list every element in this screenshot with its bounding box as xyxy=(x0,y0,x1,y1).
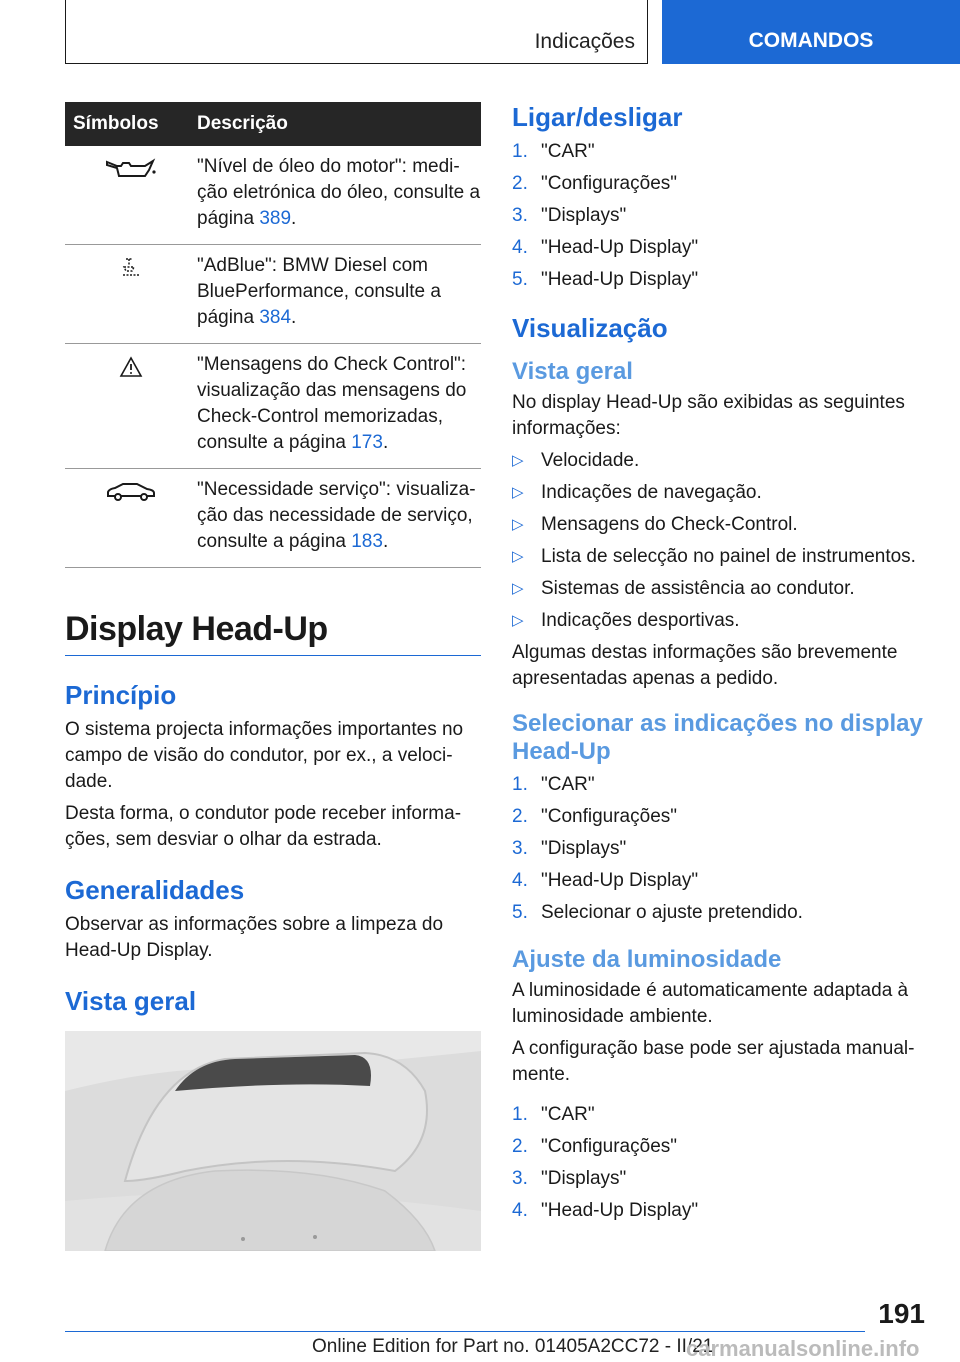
page-link-389[interactable]: 389 xyxy=(259,208,292,229)
warning-triangle-icon xyxy=(65,344,197,469)
heading-generalidades: Generalidades xyxy=(65,875,245,905)
heading-principio: Princípio xyxy=(65,680,177,710)
right-column xyxy=(512,102,932,1230)
head-up-display-photo xyxy=(65,1031,481,1251)
list-item: 1. "CAR" xyxy=(512,774,595,795)
heading-selecionar-indicacoes: Selecionar as indicações no display Head-Up xyxy=(512,710,923,765)
table-header-description: Descrição xyxy=(197,102,481,146)
paragraph: A luminosidade é automaticamente adaptada à luminosidade ambiente. xyxy=(512,980,909,1027)
paragraph: Desta forma, o condutor pode receber informações, sem desviar o olhar da estrada. xyxy=(65,803,462,850)
paragraph: A configuração base pode ser ajustada manualmente. xyxy=(512,1038,915,1085)
steps-list-ligar xyxy=(512,139,932,299)
symbols-table xyxy=(65,102,481,568)
list-item: 4. "Head-Up Display" xyxy=(512,1200,699,1221)
info-bullet-list xyxy=(512,448,932,640)
list-item: 2. "Configurações" xyxy=(512,806,678,827)
table-row: "Nível de óleo do motor": medição eletrónica do óleo, consulte a página 389. xyxy=(65,146,481,245)
header-tab-comandos[interactable]: COMANDOS xyxy=(662,0,960,64)
list-item: ▷ Indicações desportivas. xyxy=(512,610,740,631)
footer-edition: Online Edition for Part no. 01405A2CC72 - II/21 xyxy=(312,1336,714,1357)
list-item: ▷ Mensagens do Check-Control. xyxy=(512,514,798,535)
left-column xyxy=(65,102,481,1251)
table-row: "Necessidade serviço": visualização das necessidade de serviço, consulte a página 183. xyxy=(65,469,481,568)
list-item: ▷ Velocidade. xyxy=(512,450,640,471)
list-item: 3. "Displays" xyxy=(512,1168,627,1189)
section-title-display-head-up: Display Head-Up xyxy=(65,610,481,656)
paragraph: Observar as informações sobre a limpeza do Head-Up Display. xyxy=(65,914,444,961)
list-item: 2. "Configurações" xyxy=(512,1136,678,1157)
heading-ligar-desligar: Ligar/desligar xyxy=(512,102,683,132)
page-number: 191 xyxy=(878,1298,925,1329)
page-link-173[interactable]: 173 xyxy=(351,432,383,453)
list-item: 5. Selecionar o ajuste pretendido. xyxy=(512,902,803,923)
heading-vista-geral: Vista geral xyxy=(65,986,197,1016)
list-item: 1. "CAR" xyxy=(512,141,595,162)
list-item: 2. "Configurações" xyxy=(512,173,678,194)
oil-can-icon xyxy=(65,146,197,245)
table-row: "AdBlue": BMW Diesel com BluePerformance, consulte a página 384. xyxy=(65,245,481,344)
table-row: "Mensagens do Check Control": visualização das mensagens do Check-Control memorizadas, consulte a página 173. xyxy=(65,344,481,469)
list-item: ▷ Indicações de navegação. xyxy=(512,482,762,503)
heading-visualizacao: Visualização xyxy=(512,313,668,343)
list-item: 3. "Displays" xyxy=(512,838,627,859)
steps-list-selecionar xyxy=(512,772,932,932)
list-item: 4. "Head-Up Display" xyxy=(512,237,699,258)
paragraph: No display Head-Up são exibidas as seguintes informações: xyxy=(512,392,905,439)
list-item: 1. "CAR" xyxy=(512,1104,595,1125)
adblue-icon xyxy=(65,245,197,344)
footer-watermark: carmanualsonline.info xyxy=(686,1336,920,1361)
list-item: ▷ Lista de selecção no painel de instrumentos. xyxy=(512,546,916,567)
footer-divider xyxy=(65,1331,865,1332)
steps-list-ajuste xyxy=(512,1102,932,1230)
header-section: Indicações xyxy=(534,30,635,53)
heading-vista-geral-right: Vista geral xyxy=(512,358,633,385)
paragraph: Algumas destas informações são brevemente apresentadas apenas a pedido. xyxy=(512,642,898,689)
paragraph: O sistema projecta informações importantes no campo de visão do condutor, por ex., a velocidade. xyxy=(65,719,464,792)
car-service-icon xyxy=(65,469,197,568)
list-item: 4. "Head-Up Display" xyxy=(512,870,699,891)
heading-ajuste-luminosidade: Ajuste da luminosidade xyxy=(512,946,782,973)
list-item: 5. "Head-Up Display" xyxy=(512,269,699,290)
page-link-384[interactable]: 384 xyxy=(259,307,292,328)
list-item: ▷ Sistemas de assistência ao condutor. xyxy=(512,578,855,599)
table-header-symbols: Símbolos xyxy=(65,102,197,146)
list-item: 3. "Displays" xyxy=(512,205,627,226)
page-link-183[interactable]: 183 xyxy=(351,531,383,552)
